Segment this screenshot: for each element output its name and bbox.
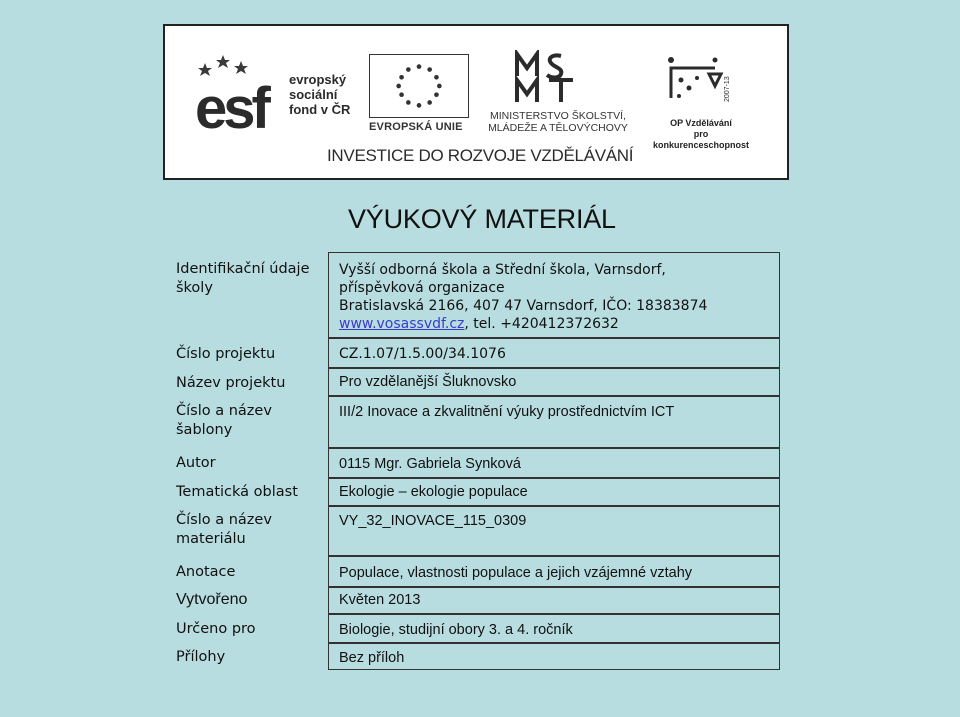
eu-flag-icon	[369, 54, 469, 118]
page-title: VÝUKOVÝ MATERIÁL	[348, 204, 616, 234]
value-material: VY_32_INOVACE_115_0309	[339, 513, 527, 529]
row-divider	[329, 586, 779, 588]
label-vytvoreno: Vytvořeno	[176, 591, 248, 608]
value-sablona: III/2 Inovace a zkvalitnění výuky prostřednictvím ICT	[339, 404, 675, 420]
label-tematicka-oblast: Tematická oblast	[176, 484, 298, 500]
label-prilohy: Přílohy	[176, 649, 226, 665]
svg-text:2007-13: 2007-13	[724, 76, 731, 102]
svg-text:esf: esf	[195, 76, 267, 132]
label-urceno: Určeno pro	[176, 621, 256, 637]
label-nazev-projektu: Název projektu	[176, 375, 286, 391]
label-cislo-projektu: Číslo projektu	[176, 346, 276, 362]
invest-slogan: INVESTICE DO ROZVOJE VZDĚLÁVÁNÍ	[327, 146, 634, 165]
msmt-logo-icon	[513, 50, 587, 106]
row-divider	[329, 613, 779, 615]
row-divider	[329, 555, 779, 557]
value-skola: Vyšší odborná škola a Střední škola, Varnsdorf, příspěvková organizace Bratislavská 2166, 407 47 Varnsdorf, IČO: 18383874 www.vosassvdf.cz, tel. +420412372632	[339, 262, 708, 332]
value-nazev-projektu: Pro vzdělanější Šluknovsko	[339, 374, 517, 390]
row-divider	[329, 337, 779, 339]
value-autor: 0115 Mgr. Gabriela Synková	[339, 456, 521, 472]
row-divider	[329, 477, 779, 479]
label-autor: Autor	[176, 455, 216, 471]
value-vytvoreno: Květen 2013	[339, 592, 421, 608]
row-divider	[329, 642, 779, 644]
esf-label: evropský sociální fond v ČR	[289, 72, 351, 117]
row-divider	[329, 505, 779, 507]
op-label: OP Vzdělávání pro konkurenceschopnost	[652, 118, 750, 150]
op-logo-icon	[661, 54, 739, 114]
label-identifikace: Identifikační údaje školy	[176, 261, 310, 296]
row-divider	[329, 395, 779, 397]
label-cislo-sablony: Číslo a název šablony	[176, 403, 272, 438]
row-divider	[329, 367, 779, 369]
esf-logo-icon	[195, 54, 287, 132]
value-prilohy: Bez příloh	[339, 650, 405, 666]
label-anotace: Anotace	[176, 564, 236, 580]
eu-label: EVROPSKÁ UNIE	[369, 121, 463, 133]
info-table	[328, 252, 780, 670]
value-tematicka-oblast: Ekologie – ekologie populace	[339, 484, 528, 500]
value-cislo-projektu: CZ.1.07/1.5.00/34.1076	[339, 346, 506, 362]
value-urceno: Biologie, studijní obory 3. a 4. ročník	[339, 622, 573, 638]
msmt-label: MINISTERSTVO ŠKOLSTVÍ, MLÁDEŽE A TĚLOVÝCHOVY	[488, 110, 628, 134]
web-link[interactable]: www.vosassvdf.cz	[339, 316, 465, 332]
logo-banner	[163, 24, 789, 180]
row-divider	[329, 447, 779, 449]
label-cislo-materialu: Číslo a název materiálu	[176, 512, 272, 547]
value-anotace: Populace, vlastnosti populace a jejich vzájemné vztahy	[339, 565, 693, 581]
